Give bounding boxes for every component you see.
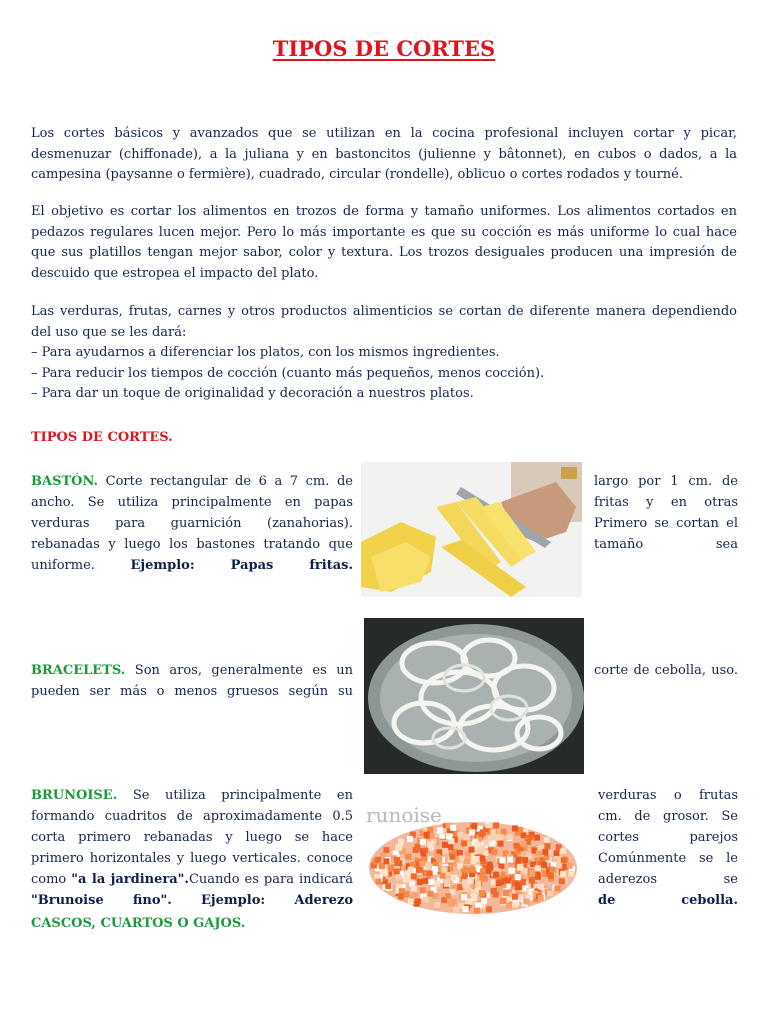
diced-vegetable: [521, 832, 527, 838]
diced-vegetable: [561, 857, 567, 863]
section-heading: TIPOS DE CORTES.: [31, 430, 173, 445]
diced-vegetable: [486, 822, 492, 828]
diced-vegetable: [529, 877, 535, 883]
diced-vegetable: [547, 890, 553, 896]
diced-vegetable: [469, 847, 475, 853]
diced-vegetable: [420, 839, 426, 845]
diced-vegetable: [522, 857, 528, 863]
diced-vegetable: [500, 857, 506, 863]
diced-vegetable: [554, 850, 560, 856]
diced-vegetable: [501, 829, 507, 835]
diced-vegetable: [444, 878, 450, 884]
diced-vegetable: [509, 862, 515, 868]
diced-vegetable: [492, 892, 498, 898]
diced-vegetable: [493, 872, 499, 878]
diced-vegetable: [413, 847, 419, 853]
diced-vegetable: [463, 906, 469, 912]
diced-vegetable: [527, 835, 533, 841]
diced-vegetable: [544, 837, 550, 843]
diced-vegetable: [468, 879, 474, 885]
diced-vegetable: [420, 850, 426, 856]
diced-vegetable: [427, 841, 433, 847]
bracelets-left-text: Son aros, generalmente es un pueden ser más o menos gruesos según su: [31, 663, 353, 699]
bracelets-title: BRACELETS.: [31, 663, 126, 678]
diced-vegetable: [493, 834, 499, 840]
diced-vegetable: [538, 895, 544, 901]
bracelets-description: [31, 660, 353, 702]
brunoise-left-text: Se utiliza principalmente en formando cuadritos de aproximadamente 0.5 corta primero rebanadas y luego se hace primero horizontales y luego verticales. conoce como: [31, 788, 353, 887]
diced-vegetable: [535, 865, 541, 871]
diced-vegetable: [445, 893, 451, 899]
diced-vegetable: [512, 825, 518, 831]
diced-vegetable: [475, 880, 481, 886]
diced-vegetable: [486, 868, 492, 874]
diced-vegetable: [498, 863, 504, 869]
diced-vegetable: [446, 833, 452, 839]
diced-vegetable: [506, 834, 512, 840]
bullet-item: – Para ayudarnos a diferenciar los platos, con los mismos ingredientes.: [31, 345, 500, 360]
diced-vegetable: [480, 868, 486, 874]
brunoise-left-text-2: Cuando es para indicará: [188, 872, 353, 887]
diced-vegetable: [385, 883, 391, 889]
diced-vegetable: [493, 822, 499, 828]
brunoise-image: [362, 800, 584, 918]
brunoise-right-strong: de cebolla.: [598, 893, 738, 908]
diced-vegetable: [492, 849, 498, 855]
diced-vegetable: [450, 825, 456, 831]
diced-vegetable: [462, 879, 468, 885]
diced-vegetable: [521, 841, 527, 847]
diced-vegetable: [434, 902, 440, 908]
diced-vegetable: [398, 893, 404, 899]
diced-vegetable: [516, 858, 522, 864]
diced-vegetable: [508, 868, 514, 874]
diced-vegetable: [408, 898, 414, 904]
page-title: TIPOS DE CORTES: [272, 36, 496, 61]
diced-vegetable: [451, 875, 457, 881]
diced-vegetable: [425, 863, 431, 869]
diced-vegetable: [560, 871, 566, 877]
diced-vegetable: [420, 887, 426, 893]
diced-vegetable: [538, 884, 544, 890]
brunoise-right-text: verduras o frutas cm. de grosor. Se cortes parejos Comúnmente se le aderezos se: [598, 788, 738, 887]
diced-vegetable: [512, 902, 518, 908]
diced-vegetable: [548, 873, 554, 879]
brunoise-description: [31, 785, 353, 911]
diced-vegetable: [458, 832, 464, 838]
diced-vegetable: [394, 857, 400, 863]
diced-vegetable: [481, 898, 487, 904]
diced-vegetable: [470, 867, 476, 873]
diced-vegetable: [542, 849, 548, 855]
diced-vegetable: [567, 863, 573, 869]
diced-vegetable: [442, 842, 448, 848]
diced-vegetable: [480, 829, 486, 835]
diced-vegetable: [382, 870, 388, 876]
diced-vegetable: [480, 875, 486, 881]
diced-vegetable: [486, 906, 492, 912]
diced-vegetable: [453, 907, 459, 913]
cascos-title-row: [31, 913, 245, 934]
diced-vegetable: [449, 854, 455, 860]
diced-vegetable: [498, 841, 504, 847]
diced-vegetable: [506, 903, 512, 909]
diced-vegetable: [560, 848, 566, 854]
diced-vegetable: [394, 869, 400, 875]
diced-vegetable: [515, 882, 521, 888]
diced-vegetable: [523, 899, 529, 905]
diced-vegetable: [447, 844, 453, 850]
diced-vegetable: [554, 885, 560, 891]
diced-vegetable: [428, 879, 434, 885]
bullet-item: – Para dar un toque de originalidad y decoración a nuestros platos.: [31, 386, 474, 401]
baston-description: [31, 471, 353, 576]
diced-vegetable: [428, 891, 434, 897]
diced-vegetable: [384, 858, 390, 864]
diced-vegetable: [422, 878, 428, 884]
diced-vegetable: [490, 840, 496, 846]
bullet-item: – Para reducir los tiempos de cocción (cuanto más pequeños, menos cocción).: [31, 365, 545, 381]
diced-vegetable: [395, 845, 401, 851]
diced-vegetable: [503, 890, 509, 896]
baston-image: [361, 462, 582, 597]
diced-vegetable: [479, 855, 485, 861]
diced-vegetable: [399, 888, 405, 894]
diced-vegetable: [417, 879, 423, 885]
diced-vegetable: [474, 841, 480, 847]
diced-vegetable: [517, 827, 523, 833]
diced-vegetable: [517, 865, 523, 871]
bracelets-description-right: corte de cebolla, uso.: [594, 663, 738, 678]
bracelets-image: [364, 618, 584, 774]
diced-vegetable: [408, 867, 414, 873]
diced-vegetable: [440, 873, 446, 879]
diced-vegetable: [411, 873, 417, 879]
diced-vegetable: [434, 881, 440, 887]
brunoise-example: "Brunoise fino". Ejemplo: Aderezo: [31, 893, 353, 908]
diced-vegetable: [536, 850, 542, 856]
diced-vegetable: [469, 829, 475, 835]
diced-vegetable: [375, 857, 381, 863]
diced-vegetable: [457, 850, 463, 856]
intro-paragraph-2: El objetivo es cortar los alimentos en trozos de forma y tamaño uniformes. Los alimentos cortados en pedazos regulares lucen mejor. Pero lo más importante es que su cocción es más uniforme lo cual hace que sus platillos tengan mejor sabor, color y textura. Los trozos desiguales producen una impresión de descuido que estropea el impacto del plato.: [31, 204, 737, 281]
diced-vegetable: [496, 880, 502, 886]
diced-vegetable: [442, 848, 448, 854]
diced-vegetable: [461, 894, 467, 900]
diced-vegetable: [375, 879, 381, 885]
diced-vegetable: [419, 861, 425, 867]
brunoise-image-label: runoise: [366, 803, 442, 827]
intro-paragraph-1: Los cortes básicos y avanzados que se utilizan en la cocina profesional incluyen cortar y picar, desmenuzar (chiffonade), a la juliana y en bastoncitos (julienne y bâtonnet), en cubos o dados, a la campesina (paysanne o fermière), cuadrado, circular (rondelle), oblicuo o cortes rodados y tourné.: [31, 126, 737, 182]
diced-vegetable: [474, 908, 480, 914]
baston-description-right: largo por 1 cm. de fritas y en otras Primero se cortan el tamaño sea: [594, 474, 738, 552]
baston-title: BASTÓN.: [31, 474, 99, 489]
diced-vegetable: [416, 867, 422, 873]
diced-vegetable: [442, 867, 448, 873]
diced-vegetable: [479, 890, 485, 896]
diced-vegetable: [398, 839, 404, 845]
diced-vegetable: [461, 840, 467, 846]
diced-vegetable: [388, 866, 394, 872]
diced-vegetable: [544, 843, 550, 849]
diced-vegetable: [559, 878, 565, 884]
diced-vegetable: [407, 836, 413, 842]
diced-vegetable: [541, 862, 547, 868]
cascos-title: CASCOS, CUARTOS O GAJOS.: [31, 916, 246, 931]
diced-vegetable: [490, 829, 496, 835]
diced-vegetable: [475, 902, 481, 908]
diced-vegetable: [457, 862, 463, 868]
diced-vegetable: [507, 856, 513, 862]
intro-paragraph-3: [31, 302, 737, 405]
diced-vegetable: [459, 855, 465, 861]
intro-paragraph-3-text: Las verduras, frutas, carnes y otros productos alimenticios se cortan de diferente manera dependiendo del uso que se les dará:: [31, 304, 737, 340]
diced-vegetable: [568, 871, 574, 877]
brunoise-description-right: [598, 785, 738, 911]
diced-vegetable: [535, 874, 541, 880]
diced-vegetable: [427, 871, 433, 877]
diced-vegetable: [464, 867, 470, 873]
diced-vegetable: [423, 897, 429, 903]
brunoise-title: BRUNOISE.: [31, 788, 118, 803]
diced-vegetable: [474, 856, 480, 862]
diced-vegetable: [505, 878, 511, 884]
diced-vegetable: [478, 848, 484, 854]
diced-vegetable: [515, 874, 521, 880]
diced-vegetable: [415, 898, 421, 904]
diced-vegetable: [375, 874, 381, 880]
diced-vegetable: [384, 847, 390, 853]
diced-vegetable: [432, 866, 438, 872]
diced-vegetable: [500, 898, 506, 904]
diced-vegetable: [403, 877, 409, 883]
diced-vegetable: [411, 886, 417, 892]
diced-vegetable: [549, 867, 555, 873]
diced-vegetable: [472, 894, 478, 900]
diced-vegetable: [405, 854, 411, 860]
diced-vegetable: [512, 894, 518, 900]
diced-vegetable: [464, 858, 470, 864]
diced-vegetable: [424, 832, 430, 838]
baston-example: Ejemplo: Papas fritas.: [130, 558, 353, 573]
diced-vegetable: [487, 835, 493, 841]
brunoise-jardinera: "a la jardinera".: [71, 872, 189, 887]
diced-vegetable: [529, 870, 535, 876]
diced-vegetable: [396, 874, 402, 880]
diced-vegetable: [451, 899, 457, 905]
diced-vegetable: [412, 893, 418, 899]
baston-left-text: Corte rectangular de 6 a 7 cm. de ancho. Se utiliza principalmente en papas verduras para guarnición (zanahorias). rebanadas y luego los bastones tratando que uniforme.: [31, 474, 353, 573]
diced-vegetable: [534, 835, 540, 841]
diced-vegetable: [437, 827, 443, 833]
diced-vegetable: [434, 854, 440, 860]
